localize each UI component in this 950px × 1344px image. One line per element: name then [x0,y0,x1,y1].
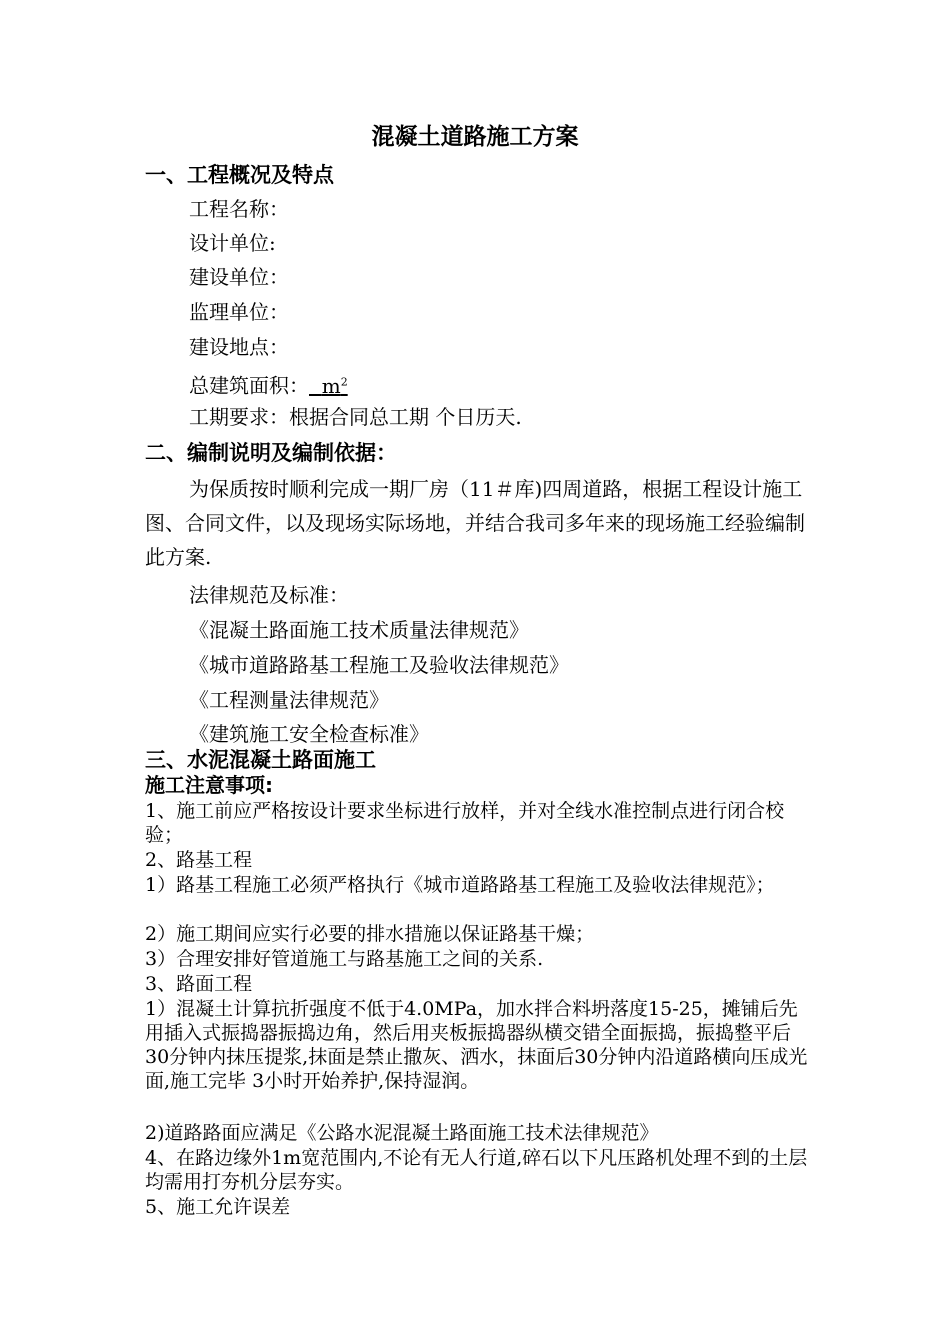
note-item-3: 3、路面工程 [145,973,253,995]
note-item-1: 1、施工前应严格按设计要求坐标进行放样，并对全线水准控制点进行闭合校验； [145,800,785,846]
area-label: 总建筑面积： [189,373,309,398]
note-item-2: 2、路基工程 [145,849,253,871]
standards-label: 法律规范及标准： [189,583,349,607]
supervision-unit-field: 监理单位： [189,300,289,324]
design-unit-field: 设计单位: [189,231,276,255]
notes-heading: 施工注意事项: [145,773,273,797]
standard-item: 《工程测量法律规范》 [189,688,389,712]
note-item-5: 5、施工允许误差 [145,1196,291,1218]
construction-unit-field: 建设单位： [189,265,289,289]
area-field [189,367,348,401]
area-unit: $m^2$ [321,373,348,398]
note-item-2-2: 2）施工期间应实行必要的排水措施以保证路基干燥； [145,923,595,945]
section-1-heading: 一、工程概况及特点 [145,163,334,187]
note-item-2-3: 3）合理安排好管道施工与路基施工之间的关系. [145,948,544,970]
note-item-3-2: 2)道路路面应满足《公路水泥混凝土路面施工技术法律规范》 [145,1122,659,1144]
section-2-heading: 二、编制说明及编制依据： [145,441,397,465]
note-item-2-1: 1）路基工程施工必须严格执行《城市道路路基工程施工及验收法律规范》； [145,874,775,896]
note-item-3-1: 1）混凝土计算抗折强度不低于4.0MPa，加水拌合料坍落度15-25，摊铺后先用插入式振捣器振捣边角，然后用夹板振捣器纵横交错全面振捣，振捣整平后30分钟内抹压提浆,抹面是禁止撒灰、洒水，抹面后30分钟内沿道路横向压成光面,施工完毕 3小时开始养护,保持湿润。 [145,998,808,1092]
standard-item: 《建筑施工安全检查标准》 [189,722,429,746]
schedule-field: 工期要求：根据合同总工期 个日历天. [189,405,522,429]
standard-item: 《混凝土路面施工技术质量法律规范》 [189,618,529,642]
note-item-4: 4、在路边缘外1m宽范围内,不论有无人行道,碎石以下凡压路机处理不到的土层均需用打夯机分层夯实。 [145,1147,808,1193]
project-name-field: 工程名称： [189,197,289,221]
section-2-paragraph: 为保质按时顺利完成一期厂房（11＃库)四周道路，根据工程设计施工图、合同文件，以及现场实际场地，并结合我司多年来的现场施工经验编制此方案. [145,477,805,569]
section-3-heading: 三、水泥混凝土路面施工 [145,748,376,772]
document-title: 混凝土道路施工方案 [371,123,579,150]
standard-item: 《城市道路路基工程施工及验收法律规范》 [189,653,569,677]
site-field: 建设地点： [189,335,289,359]
